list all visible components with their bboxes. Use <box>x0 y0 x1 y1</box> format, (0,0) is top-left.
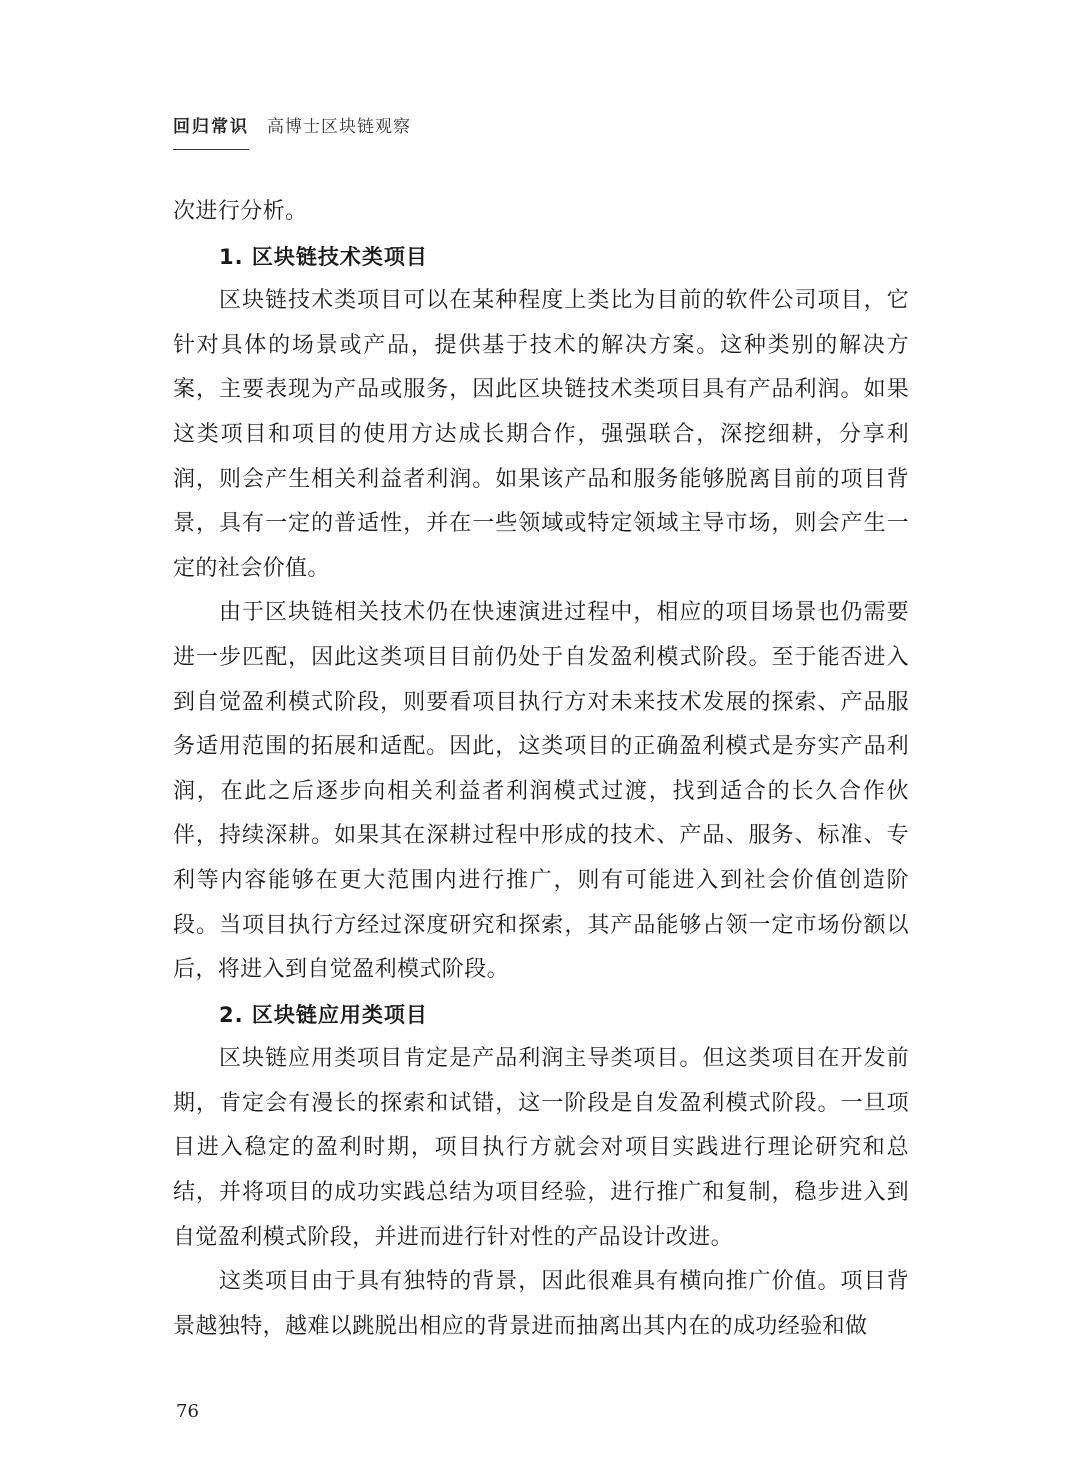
section-heading-2: 2. 区块链应用类项目 <box>219 1002 428 1027</box>
lead-text: 次进行分析。 <box>173 199 308 224</box>
paragraph: 这类项目由于具有独特的背景，因此很难具有横向推广价值。项目背景越独特，越难以跳脱出相应的背景进而抽离出其内在的成功经验和做 <box>173 1269 909 1339</box>
running-header <box>173 112 411 150</box>
paragraph: 区块链应用类项目肯定是产品利润主导类项目。但这类项目在开发前期，肯定会有漫长的探索和试错，这一阶段是自发盈利模式阶段。一旦项目进入稳定的盈利时期，项目执行方就会对项目实践进行理论研究和总结，并将项目的成功实践总结为项目经验，进行推广和复制，稳步进入到自觉盈利模式阶段，并进而进行针对性的产品设计改进。 <box>173 1046 909 1250</box>
paragraph: 由于区块链相关技术仍在快速演进过程中，相应的项目场景也仍需要进一步匹配，因此这类项目目前仍处于自发盈利模式阶段。至于能否进入到自觉盈利模式阶段，则要看项目执行方对未来技术发展的探索、产品服务适用范围的拓展和适配。因此，这类项目的正确盈利模式是夯实产品利润，在此之后逐步向相关利益者利润模式过渡，找到适合的长久合作伙伴，持续深耕。如果其在深耕过程中形成的技术、产品、服务、标准、专利等内容能够在更大范围内进行推广，则有可能进入到社会价值创造阶段。当项目执行方经过深度研究和探索，其产品能够占领一定市场份额以后，将进入到自觉盈利模式阶段。 <box>173 600 909 983</box>
page-number: 76 <box>176 1401 199 1422</box>
book-title: 回归常识 <box>173 112 249 150</box>
page-body <box>173 190 909 1349</box>
section-heading-1: 1. 区块链技术类项目 <box>219 244 428 269</box>
paragraph: 区块链技术类项目可以在某种程度上类比为目前的软件公司项目，它针对具体的场景或产品，提供基于技术的解决方案。这种类别的解决方案，主要表现为产品或服务，因此区块链技术类项目具有产品利润。如果这类项目和项目的使用方达成长期合作，强强联合，深挖细耕，分享利润，则会产生相关利益者利润。如果该产品和服务能够脱离目前的项目背景，具有一定的普适性，并在一些领域或特定领域主导市场，则会产生一定的社会价值。 <box>173 288 909 581</box>
series-title: 高博士区块链观察 <box>267 117 411 137</box>
